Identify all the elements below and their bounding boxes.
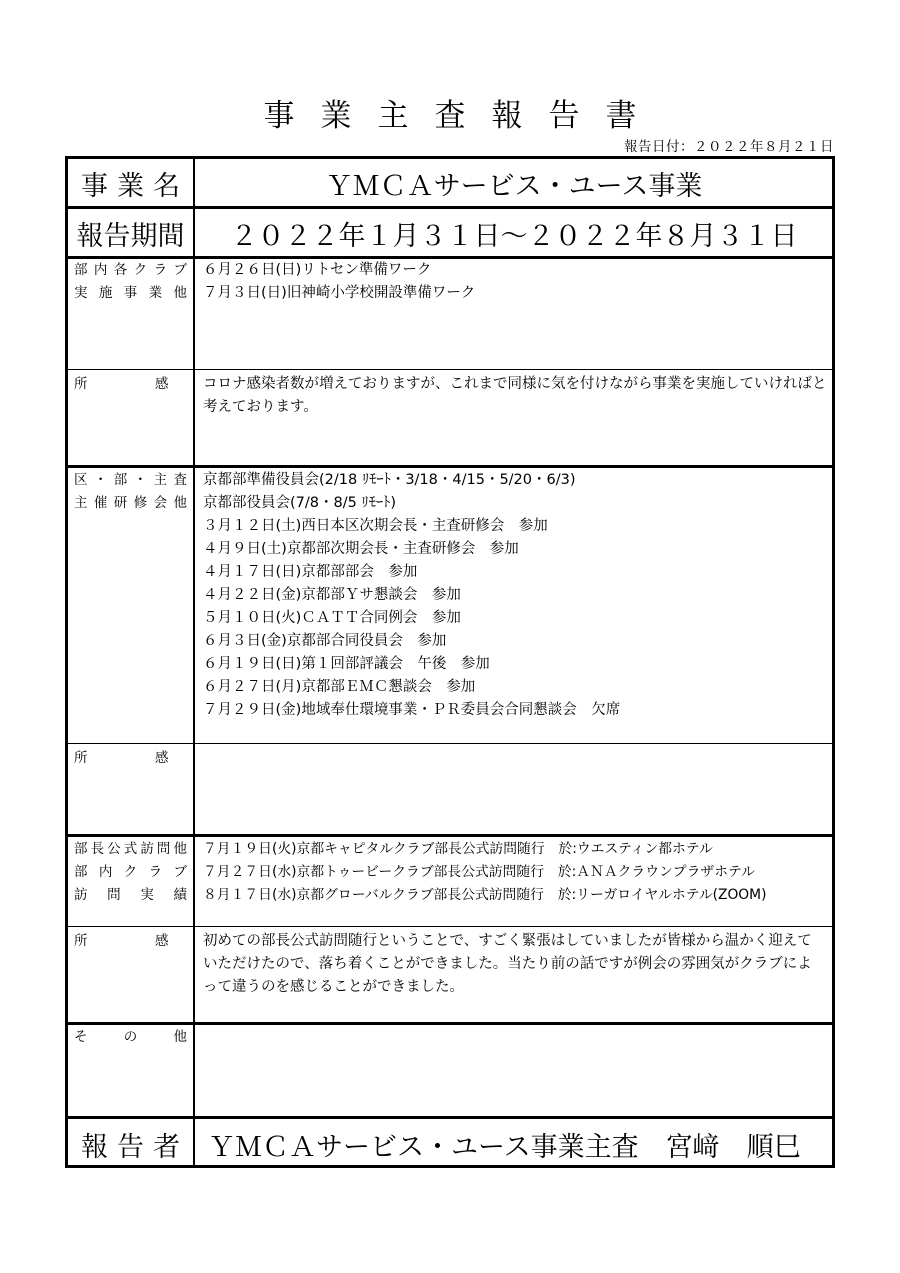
divider: [65, 206, 835, 209]
label-char: の: [123, 1029, 138, 1045]
label-char: 修: [133, 495, 148, 511]
divider: [65, 465, 835, 468]
list-item: ６月３日(金)京都部合同役員会 参加: [203, 633, 447, 649]
label-char: ブ: [173, 262, 187, 278]
label-char: 訪: [74, 887, 88, 903]
period-value: ２０２２年１月３１日〜２０２２年８月３１日: [230, 221, 798, 252]
label-line: [74, 1026, 187, 1049]
list-item: ５月１０日(火)ＣＡＴＴ合同例会 参加: [203, 610, 461, 626]
label-char: 実: [74, 285, 88, 301]
label-char: 部: [74, 841, 88, 857]
label-column-divider: [193, 156, 195, 1168]
other-label: [74, 1026, 187, 1049]
official-visits-label: [74, 838, 187, 907]
label-char: 他: [173, 495, 187, 511]
list-item: ３月１２日(土)西日本区次期会長・主査研修会 参加: [203, 518, 548, 534]
label-char: 施: [98, 285, 113, 301]
impression-text: 初めての部長公式訪問随行ということで、すごく緊張はしていましたが皆様から温かく迎えていただけたので、落ち着くことができました。当たり前の話ですが例会の雰囲気がクラブによって違うのを感じることができました。: [203, 933, 812, 995]
label-char: 各: [113, 262, 128, 278]
label-char: ・: [133, 472, 148, 488]
list-item: ４月１７日(日)京都部部会 参加: [203, 564, 418, 580]
divider: [65, 1116, 835, 1119]
project-name-value: ＹＭＣＡサービス・ユース事業: [325, 171, 703, 202]
label-char: ラ: [153, 262, 168, 278]
label-char: 問: [156, 841, 171, 857]
label-char: 部: [74, 864, 88, 880]
label-line: [74, 469, 187, 492]
label-char: 催: [93, 495, 108, 511]
label-char: 主: [153, 472, 168, 488]
label-char: ラ: [148, 864, 163, 880]
reporter-label: 報告者: [81, 1132, 189, 1163]
label-char: 業: [148, 285, 163, 301]
label-char: 公: [107, 841, 121, 857]
list-item: ７月２７日(水)京都トゥービークラブ部長公式訪問随行 於:ＡＮＡクラウンプラザホテル: [203, 864, 755, 880]
report-date: 報告日付：２０２２年８月２１日: [624, 139, 834, 155]
label-char: ・: [93, 472, 108, 488]
list-item: ８月１７日(水)京都グローバルクラブ部長公式訪問随行 於:リーガロイヤルホテル(ZOOM): [203, 887, 767, 903]
label-char: 式: [123, 841, 138, 857]
label-line: [74, 838, 187, 861]
list-item: ７月１９日(火)京都キャピタルクラブ部長公式訪問随行 於:ウエスティン都ホテル: [203, 841, 713, 857]
divider: [65, 369, 835, 370]
label-char: ク: [123, 864, 138, 880]
label-char: 研: [113, 495, 128, 511]
divider: [65, 743, 835, 744]
label-char: ク: [133, 262, 148, 278]
official-visits-list: [203, 838, 828, 907]
label-char: 区: [74, 472, 88, 488]
period-label: 報告期間: [76, 221, 185, 252]
divider: [65, 1022, 835, 1025]
label-char: 他: [173, 841, 187, 857]
impression-label: 所 感: [74, 376, 169, 392]
list-item: ４月９日(土)京都部次期会長・主査研修会 参加: [203, 541, 519, 557]
label-char: 実: [140, 887, 154, 903]
divider: [65, 926, 835, 927]
club-activities-label: [74, 259, 187, 305]
label-char: 内: [93, 262, 108, 278]
seminars-list: [203, 469, 828, 722]
list-item: ６月２６日(日)リトセン準備ワーク: [203, 262, 432, 278]
list-item: 京都部準備役員会(2/18 ﾘﾓｰﾄ・3/18・4/15・5/20・6/3): [203, 472, 576, 488]
label-char: 会: [153, 495, 168, 511]
label-char: 績: [173, 887, 187, 903]
label-char: 査: [173, 472, 187, 488]
label-line: [74, 282, 187, 305]
seminars-label: [74, 469, 187, 515]
project-name-label: 事業名: [81, 171, 189, 202]
impression-label: 所 感: [74, 750, 169, 766]
impression-label: 所 感: [74, 933, 169, 949]
label-char: 部: [113, 472, 128, 488]
label-char: 内: [98, 864, 113, 880]
label-char: ブ: [173, 864, 187, 880]
list-item: ６月１９日(日)第１回部評議会 午後 参加: [203, 656, 490, 672]
club-activities-list: [203, 259, 828, 305]
label-char: 事: [123, 285, 138, 301]
label-char: そ: [74, 1029, 88, 1045]
label-line: [74, 259, 187, 282]
list-item: ６月２７日(月)京都部ＥＭＣ懇談会 参加: [203, 679, 476, 695]
label-char: 訪: [140, 841, 154, 857]
document-title: 事業主査報告書: [263, 98, 663, 134]
list-item: 京都部役員会(7/8・8/5 ﾘﾓｰﾄ): [203, 495, 397, 511]
label-char: 問: [107, 887, 121, 903]
list-item: ７月２９日(金)地域奉仕環境事業・ＰＲ委員会合同懇談会 欠席: [203, 702, 621, 718]
impression-text: コロナ感染者数が増えておりますが、これまで同様に気を付けながら事業を実施していければと考えております。: [203, 376, 827, 415]
list-item: ４月２２日(金)京都部Ｙサ懇談会 参加: [203, 587, 461, 603]
label-char: 他: [173, 285, 187, 301]
label-char: 主: [74, 495, 88, 511]
label-line: [74, 861, 187, 884]
label-line: [74, 492, 187, 515]
label-char: 長: [90, 841, 105, 857]
label-char: 他: [173, 1029, 187, 1045]
divider: [65, 834, 835, 837]
list-item: ７月３日(日)旧神崎小学校開設準備ワーク: [203, 285, 476, 301]
label-line: [74, 884, 187, 907]
label-char: 部: [74, 262, 88, 278]
reporter-value: ＹＭＣＡサービス・ユース事業主査 宮﨑 順巳: [208, 1132, 801, 1163]
